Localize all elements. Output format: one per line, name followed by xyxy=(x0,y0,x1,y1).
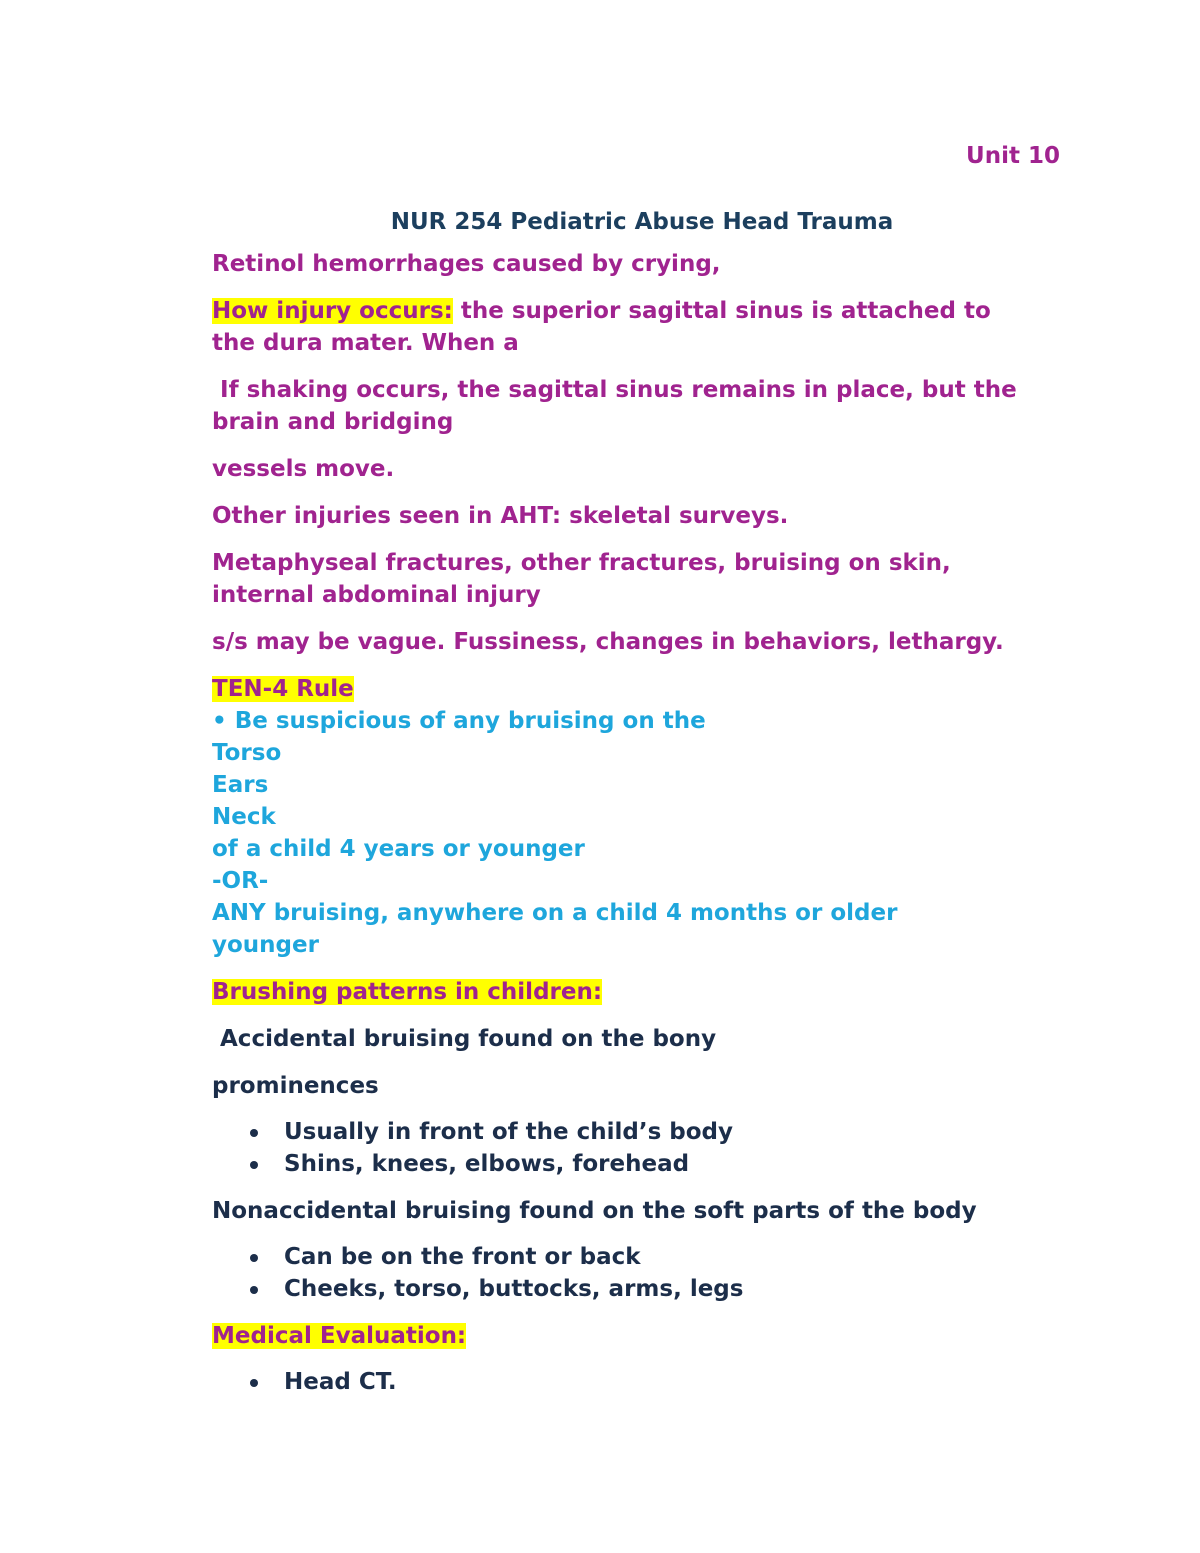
list-item xyxy=(212,1116,1072,1148)
list-item-text: Cheeks, torso, buttocks, arms, legs xyxy=(284,1276,744,1302)
ten4-line: • Be suspicious of any bruising on the xyxy=(212,708,706,734)
document-page xyxy=(212,140,1072,1398)
shaking-line-1: If shaking occurs, the sagittal sinus remains in place, but the xyxy=(212,377,1017,403)
list-item-text: Shins, knees, elbows, forehead xyxy=(284,1151,690,1177)
ten4-line: younger xyxy=(212,932,319,958)
medical-list xyxy=(212,1366,1072,1398)
list-item-text: Can be on the front or back xyxy=(284,1244,641,1270)
list-item xyxy=(212,1273,1072,1305)
bullet-icon xyxy=(250,1129,258,1137)
bruising-heading: Brushing patterns in children: xyxy=(212,979,603,1005)
list-item xyxy=(212,1241,1072,1273)
ten4-heading: TEN-4 Rule xyxy=(212,676,354,702)
shaking-paragraph xyxy=(212,374,1072,438)
shaking-line-2: brain and bridging xyxy=(212,409,454,435)
ten4-line: Neck xyxy=(212,804,276,830)
ten4-block xyxy=(212,673,1072,961)
bruising-heading-line xyxy=(212,976,1072,1008)
how-injury-text: the superior sagittal sinus is attached to xyxy=(452,298,991,324)
how-injury-text-cont: the dura mater. When a xyxy=(212,330,519,356)
nonaccidental-list xyxy=(212,1241,1072,1305)
list-item xyxy=(212,1366,1072,1398)
list-item xyxy=(212,1148,1072,1180)
ten4-line: -OR- xyxy=(212,868,269,894)
ten4-line: Ears xyxy=(212,772,269,798)
bullet-icon xyxy=(250,1379,258,1387)
accidental-line-2: prominences xyxy=(212,1073,379,1099)
accidental-line-1: Accidental bruising found on the bony xyxy=(212,1026,717,1052)
symptoms-line: s/s may be vague. Fussiness, changes in behaviors, lethargy. xyxy=(212,629,1004,655)
nonaccidental-line: Nonaccidental bruising found on the soft parts of the body xyxy=(212,1198,977,1224)
retinol-line: Retinol hemorrhages caused by crying, xyxy=(212,251,721,277)
bullet-icon xyxy=(250,1286,258,1294)
metaphyseal-line-1: Metaphyseal fractures, other fractures, bruising on skin, xyxy=(212,550,951,576)
other-injuries-line: Other injuries seen in AHT: skeletal surveys. xyxy=(212,503,789,529)
metaphyseal-paragraph xyxy=(212,547,1072,611)
bullet-icon xyxy=(250,1161,258,1169)
vessels-line: vessels move. xyxy=(212,456,395,482)
medical-heading-line xyxy=(212,1320,1072,1352)
list-item-text: Head CT. xyxy=(284,1369,397,1395)
how-injury-label: How injury occurs: xyxy=(212,298,453,324)
metaphyseal-line-2: internal abdominal injury xyxy=(212,582,541,608)
ten4-line: of a child 4 years or younger xyxy=(212,836,585,862)
medical-heading: Medical Evaluation: xyxy=(212,1323,467,1349)
document-title: NUR 254 Pediatric Abuse Head Trauma xyxy=(390,209,894,235)
unit-label: Unit 10 xyxy=(966,143,1060,169)
how-injury-paragraph xyxy=(212,295,1072,359)
accidental-list xyxy=(212,1116,1072,1180)
bullet-icon xyxy=(250,1254,258,1262)
list-item-text: Usually in front of the child’s body xyxy=(284,1119,734,1145)
ten4-line: ANY bruising, anywhere on a child 4 months or older xyxy=(212,900,898,926)
ten4-line: Torso xyxy=(212,740,282,766)
